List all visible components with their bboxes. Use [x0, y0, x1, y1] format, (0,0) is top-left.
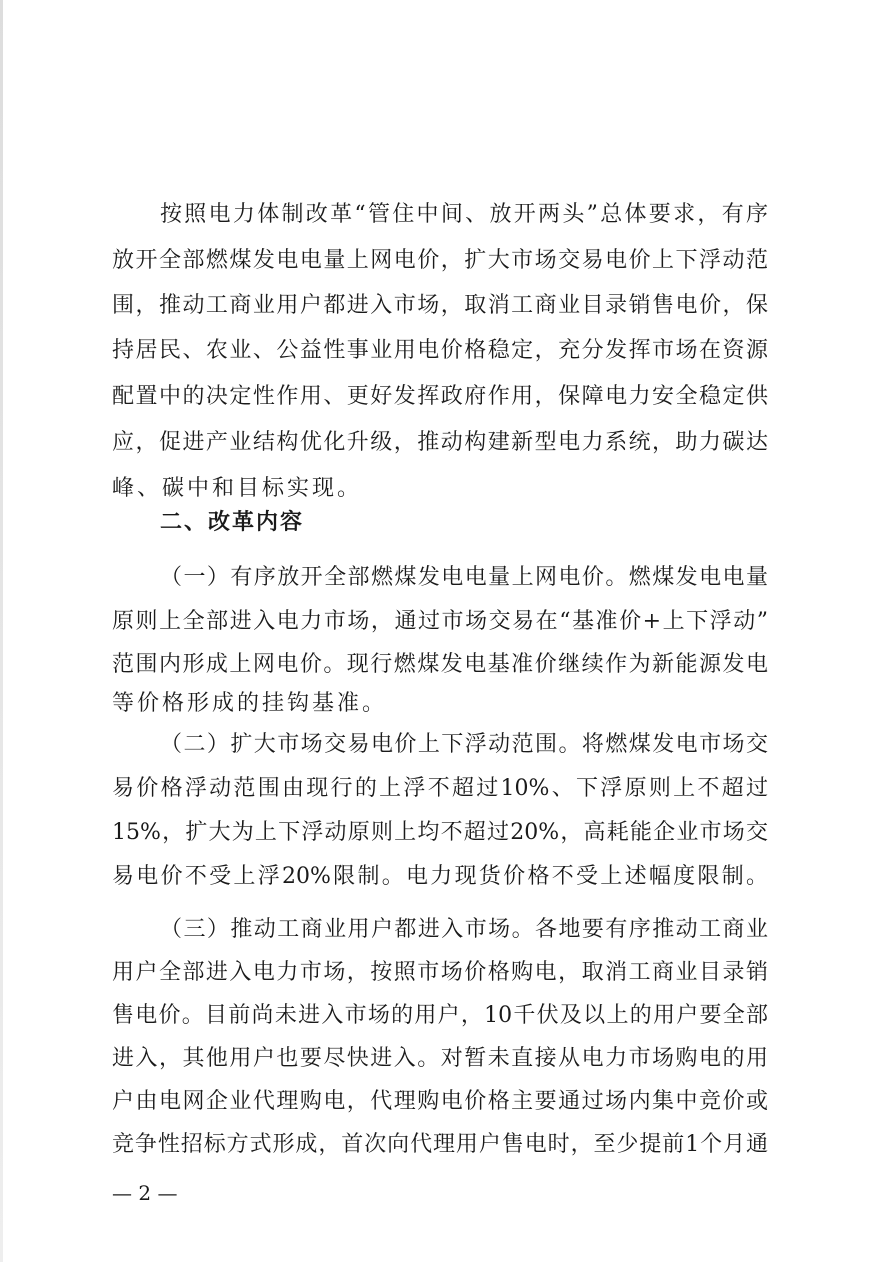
text-line: 易电价不受上浮20%限制。电力现货价格不受上述幅度限制。 — [112, 864, 768, 889]
text-line: 应，促进产业结构优化升级，推动构建新型电力系统，助力碳达 — [112, 430, 768, 455]
text-line: 易价格浮动范围由现行的上浮不超过10%、下浮原则上不超过 — [112, 776, 768, 801]
text-line: 峰、碳中和目标实现。 — [112, 476, 363, 501]
text-line: 户由电网企业代理购电，代理购电价格主要通过场内集中竞价或 — [112, 1089, 768, 1114]
text-line: 放开全部燃煤发电电量上网电价，扩大市场交易电价上下浮动范 — [112, 248, 768, 273]
text-line: 原则上全部进入电力市场，通过市场交易在“基准价+上下浮动” — [112, 609, 768, 634]
text-line: 持居民、农业、公益性事业用电价格稳定，充分发挥市场在资源 — [112, 338, 768, 363]
text-line: （三）推动工商业用户都进入市场。各地要有序推动工商业 — [160, 917, 768, 942]
text-line: 15%，扩大为上下浮动原则上均不超过20%，高耗能企业市场交 — [112, 820, 768, 845]
scan-edge — [0, 0, 3, 1262]
text-line: 等价格形成的挂钩基准。 — [112, 691, 388, 716]
text-line: 用户全部进入电力市场，按照市场价格购电，取消工商业目录销 — [112, 960, 768, 985]
text-line: （二）扩大市场交易电价上下浮动范围。将燃煤发电市场交 — [160, 732, 768, 757]
text-line: 范围内形成上网电价。现行燃煤发电基准价继续作为新能源发电 — [112, 652, 768, 677]
section-heading: 二、改革内容 — [160, 510, 305, 535]
text-line: 围，推动工商业用户都进入市场，取消工商业目录销售电价，保 — [112, 293, 768, 318]
text-line: 进入，其他用户也要尽快进入。对暂未直接从电力市场购电的用 — [112, 1046, 768, 1071]
text-line: 配置中的决定性作用、更好发挥政府作用，保障电力安全稳定供 — [112, 384, 768, 409]
page-number: — 2 — — [112, 1181, 178, 1205]
text-line: 竞争性招标方式形成，首次向代理用户售电时，至少提前1个月通 — [112, 1132, 768, 1157]
text-line: 按照电力体制改革“管住中间、放开两头”总体要求，有序 — [160, 202, 768, 227]
text-line: （一）有序放开全部燃煤发电电量上网电价。燃煤发电电量 — [160, 565, 768, 590]
text-line: 售电价。目前尚未进入市场的用户，10千伏及以上的用户要全部 — [112, 1003, 768, 1028]
